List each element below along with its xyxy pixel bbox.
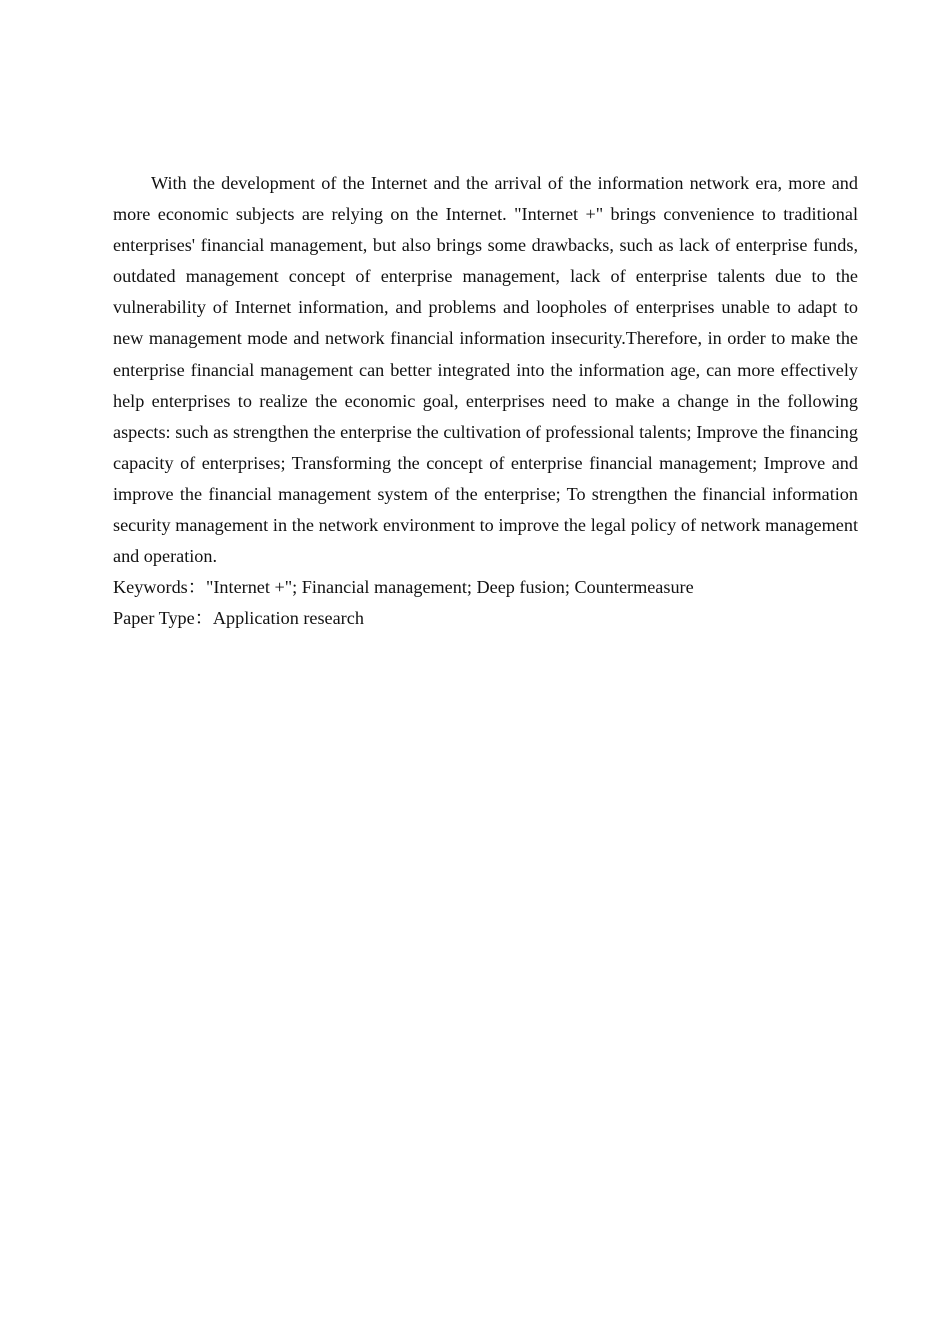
paper-type-value: Application research [212,608,364,629]
abstract-paragraph: With the development of the Internet and the arrival of the information network era, more and more economic subjects are relying on the Internet. "Internet +" brings convenience to traditional enterprises' financial management, but also brings some drawbacks, such as lack of enterprise funds, outdated management concept of enterprise management, lack of enterprise talents due to the vulnerability of Internet information, and problems and loopholes of enterprises unable to adapt to new management mode and network financial information insecurity.Therefore, in order to make the enterprise financial management can better integrated into the information age, can more effectively help enterprises to realize the economic goal, enterprises need to make a change in the following aspects: such as strengthen the enterprise the cultivation of professional talents; Improve the financing capacity of enterprises; Transforming the concept of enterprise financial management; Improve and improve the financial management system of the enterprise; To strengthen the financial information security management in the network environment to improve the legal policy of network management and operation. [113,173,858,567]
keywords-line [113,572,858,603]
paper-type-line [113,603,858,634]
keywords-label: Keywords： [113,577,206,598]
abstract-section [113,168,858,634]
keywords-value: "Internet +"; Financial management; Deep fusion; Countermeasure [205,577,694,598]
paper-type-label: Paper Type： [113,608,213,629]
